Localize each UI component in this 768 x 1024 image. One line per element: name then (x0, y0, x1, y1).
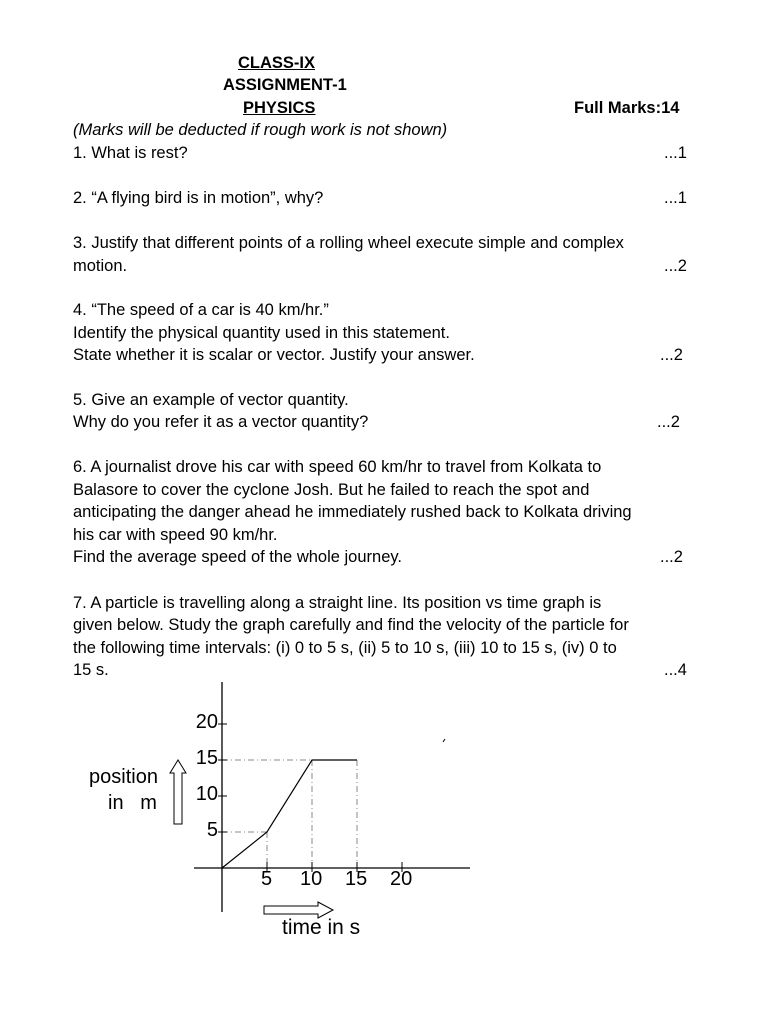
question-6-line-3: anticipating the danger ahead he immediately rushed back to Kolkata driving (73, 503, 632, 521)
question-7-marks: ...4 (664, 661, 687, 679)
question-4-line-2: Identify the physical quantity used in this statement. (73, 324, 450, 342)
y-tick-marks (218, 724, 227, 832)
question-7-line-1: 7. A particle is travelling along a straight line. Its position vs time graph is (73, 594, 602, 612)
graph-axes (194, 682, 470, 912)
question-1-marks: ...1 (664, 144, 687, 162)
question-6-marks: ...2 (660, 548, 683, 566)
up-arrow-icon (170, 760, 186, 824)
x-tick-label: 10 (300, 868, 323, 890)
y-tick-label: 15 (195, 747, 218, 769)
class-title: CLASS-IX (238, 54, 316, 72)
question-3-marks: ...2 (664, 257, 687, 275)
x-tick-label: 20 (390, 868, 413, 890)
assignment-title: ASSIGNMENT-1 (223, 76, 347, 94)
y-tick-label: 20 (195, 711, 218, 733)
question-5-marks: ...2 (657, 413, 680, 431)
question-1-line-1: 1. What is rest? (73, 144, 188, 162)
full-marks: Full Marks:14 (574, 99, 680, 117)
question-7-line-4: 15 s. (73, 661, 109, 679)
question-5-line-1: 5. Give an example of vector quantity. (73, 391, 349, 409)
question-4-line-3: State whether it is scalar or vector. Justify your answer. (73, 346, 475, 364)
x-tick-label: 5 (261, 868, 273, 890)
x-tick-label: 15 (345, 868, 368, 890)
graph-guides (222, 760, 357, 868)
question-2-line-1: 2. “A flying bird is in motion”, why? (73, 189, 324, 207)
question-6-line-4: his car with speed 90 km/hr. (73, 526, 278, 544)
question-3-line-2: motion. (73, 257, 128, 275)
x-axis-label: time in s (282, 916, 361, 939)
y-tick-label: 10 (195, 783, 218, 805)
y-axis-label-line-2: in m (108, 792, 157, 814)
question-4-marks: ...2 (660, 346, 683, 364)
question-3-line-1: 3. Justify that different points of a rolling wheel execute simple and complex (73, 234, 624, 252)
question-5-line-2: Why do you refer it as a vector quantity? (73, 413, 369, 431)
question-4-line-1: 4. “The speed of a car is 40 km/hr.” (73, 301, 329, 319)
y-axis-label-line-1: position (89, 766, 158, 788)
question-6-line-5: Find the average speed of the whole journey. (73, 548, 402, 566)
question-6-line-2: Balasore to cover the cyclone Josh. But he failed to reach the spot and (73, 481, 590, 499)
question-6-line-1: 6. A journalist drove his car with speed 60 km/hr to travel from Kolkata to (73, 458, 602, 476)
question-7-line-2: given below. Study the graph carefully and find the velocity of the particle for (73, 616, 629, 634)
x-tick-marks (267, 862, 402, 872)
stray-mark (443, 739, 445, 742)
y-tick-label: 5 (206, 819, 218, 841)
question-7-line-3: the following time intervals: (i) 0 to 5 s, (ii) 5 to 10 s, (iii) 10 to 15 s, (iv) 0 to (73, 639, 617, 657)
subject-title: PHYSICS (243, 99, 316, 117)
position-series-line (222, 760, 357, 868)
rough-work-note: (Marks will be deducted if rough work is not shown) (73, 121, 448, 139)
question-2-marks: ...1 (664, 189, 687, 207)
